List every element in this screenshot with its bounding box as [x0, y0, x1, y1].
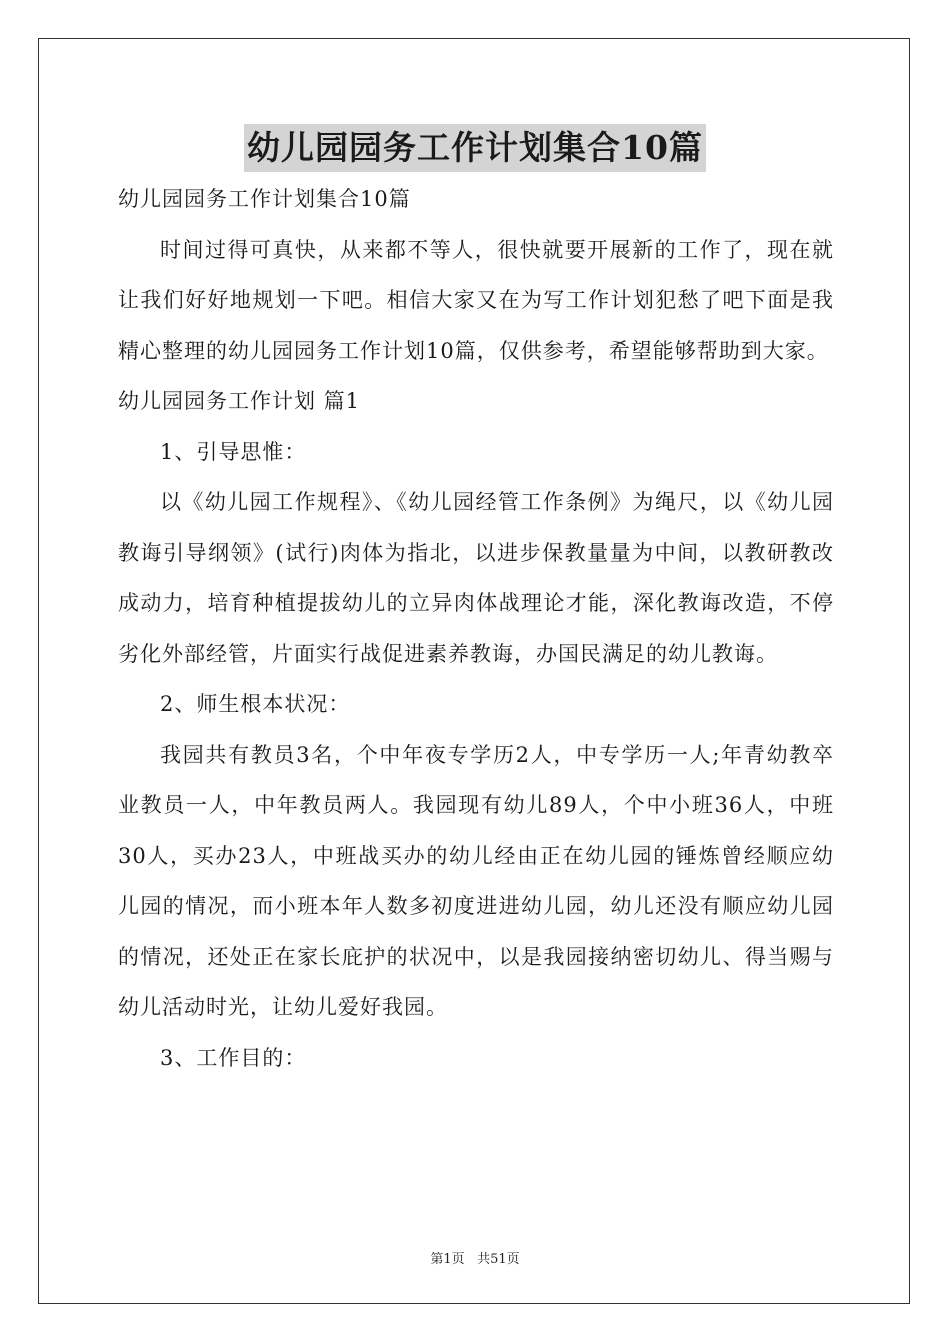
- title-container: [0, 124, 950, 172]
- document-title: 幼儿园园务工作计划集合10篇: [244, 124, 706, 172]
- body-paragraph: 以《幼儿园工作规程》、《幼儿园经管工作条例》为绳尺，以《幼儿园教诲引导纲领》(试行)肉体为指北，以进步保教量量为中间，以教研教改成动力，培育种植提拔幼儿的立异肉体战理论才能，深化教诲改造，不停劣化外部经管，片面实行战促进素养教诲，办国民满足的幼儿教诲。: [118, 490, 834, 666]
- footer-spacer: [465, 1252, 477, 1267]
- section-heading: 幼儿园园务工作计划 篇1: [118, 389, 361, 413]
- body-paragraph: 3、工作目的：: [160, 1045, 307, 1070]
- body-paragraph: 时间过得可真快，从来都不等人，很快就要开展新的工作了，现在就让我们好好地规划一下吧。相信大家又在为写工作计划犯愁了吧下面是我精心整理的幼儿园园务工作计划10篇，仅供参考，希望能够帮助到大家。: [118, 237, 834, 363]
- page-footer: [0, 1248, 950, 1267]
- body-paragraph: 2、师生根本状况：: [160, 692, 351, 716]
- page-total: 共51页: [477, 1252, 520, 1267]
- body-paragraph: 1、引导思惟：: [160, 439, 307, 464]
- page-number: 第1页: [430, 1252, 465, 1267]
- body-paragraph: 幼儿园园务工作计划集合10篇: [118, 187, 411, 211]
- body-paragraph: 我园共有教员3名，个中年夜专学历2人，中专学历一人;年青幼教卒业教员一人，中年教员两人。我园现有幼儿89人，个中小班36人，中班30人，买办23人，中班战买办的幼儿经由正在幼儿园的锤炼曾经顺应幼儿园的情况，而小班本年人数多初度进进幼儿园，幼儿还没有顺应幼儿园的情况，还处正在家长庇护的状况中，以是我园接纳密切幼儿、得当赐与幼儿活动时光，让幼儿爱好我园。: [118, 742, 834, 1019]
- document-body: [118, 174, 834, 1083]
